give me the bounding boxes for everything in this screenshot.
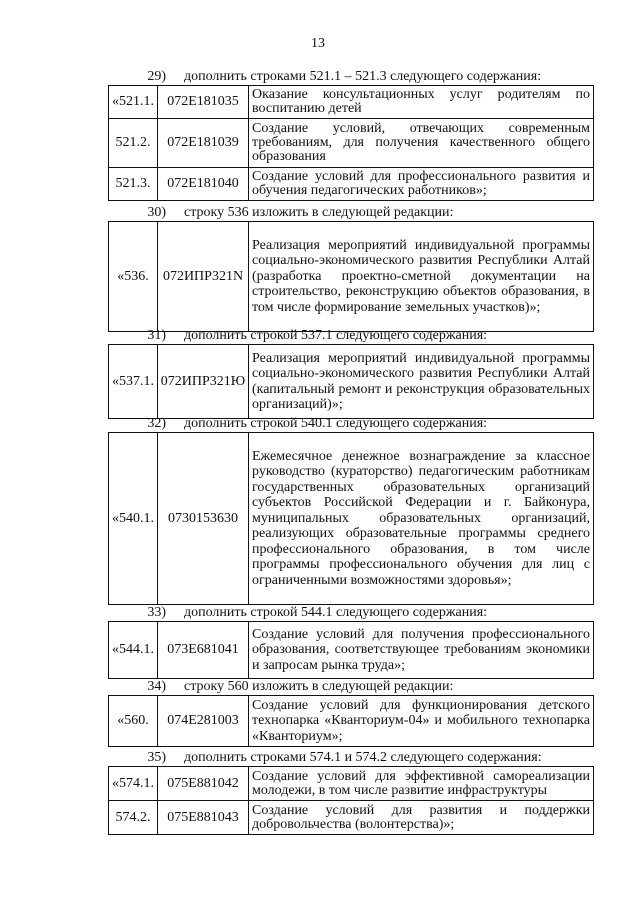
table-row <box>109 222 594 332</box>
instruction-number: 29) <box>147 69 166 84</box>
row-description: Создание условий для эффективной самореализации молодежи, в том числе развитие инфраструктуры <box>249 767 594 801</box>
row-code: 073E681041 <box>158 622 249 679</box>
row-description: Оказание консультационных услуг родителям по воспитанию детей <box>249 86 594 119</box>
instruction-text: строку 536 изложить в следующей редакции: <box>184 205 454 220</box>
instruction-number: 33) <box>147 605 166 620</box>
table-540-1 <box>108 432 594 605</box>
instruction-34 <box>140 679 453 694</box>
row-number: «544.1. <box>109 622 158 679</box>
table-544-1 <box>108 621 594 679</box>
instruction-text: дополнить строками 574.1 и 574.2 следующего содержания: <box>184 750 542 765</box>
instruction-33 <box>140 605 487 620</box>
row-description: Создание условий для получения профессионального образования, соответствующее требованиям экономики и запросам рынка труда»; <box>249 622 594 679</box>
row-code: 072E181039 <box>158 119 249 168</box>
table-row <box>109 622 594 679</box>
table-574 <box>108 766 594 835</box>
row-description: Создание условий, отвечающих современным требованиям, для получения качественного общего образования <box>249 119 594 168</box>
instruction-text: дополнить строками 521.1 – 521.3 следующего содержания: <box>184 69 542 84</box>
page-number: 13 <box>311 36 325 51</box>
table-row <box>109 168 594 201</box>
row-code: 074E281003 <box>158 696 249 747</box>
row-number: 574.2. <box>109 801 158 835</box>
instruction-text: дополнить строкой 537.1 следующего содержания: <box>184 328 488 343</box>
instruction-text: дополнить строкой 540.1 следующего содержания: <box>184 416 488 431</box>
row-code: 075E881043 <box>158 801 249 835</box>
row-description: Создание условий для развития и поддержки добровольчества (волонтерства)»; <box>249 801 594 835</box>
instruction-32 <box>140 416 487 431</box>
row-number: 521.2. <box>109 119 158 168</box>
table-row <box>109 345 594 419</box>
instruction-29 <box>140 69 541 84</box>
row-code: 072ИПР321Ю <box>158 345 249 419</box>
row-description: Создание условий для профессионального развития и обучения педагогических работников»; <box>249 168 594 201</box>
row-description: Реализация мероприятий индивидуальной программы социально-экономического развития Республики Алтай (разработка проектно-сметной документации на строительство, реконструкцию объектов образования, в том числе формирование земельных участков)»; <box>249 222 594 332</box>
row-number: «537.1. <box>109 345 158 419</box>
table-560 <box>108 695 594 747</box>
row-description: Реализация мероприятий индивидуальной программы социально-экономического развития Республики Алтай (капитальный ремонт и реконструкция образовательных организаций)»; <box>249 345 594 419</box>
instruction-31 <box>140 328 487 343</box>
instruction-number: 32) <box>147 416 166 431</box>
table-row <box>109 119 594 168</box>
row-code: 072ИПР321N <box>158 222 249 332</box>
row-number: «574.1. <box>109 767 158 801</box>
row-description: Создание условий для функционирования детского технопарка «Кванториум-04» и мобильного технопарка «Кванториум»; <box>249 696 594 747</box>
instruction-number: 31) <box>147 328 166 343</box>
instruction-number: 34) <box>147 679 166 694</box>
table-row <box>109 801 594 835</box>
row-number: 521.3. <box>109 168 158 201</box>
instruction-30 <box>140 205 453 220</box>
instruction-number: 30) <box>147 205 166 220</box>
instruction-text: дополнить строкой 544.1 следующего содержания: <box>184 605 488 620</box>
row-description: Ежемесячное денежное вознаграждение за классное руководство (кураторство) педагогическим работникам государственных образовательных организаций субъектов Российской Федерации и г. Байконура, муниципальных образовательных организаций, реализующих образовательные программы среднего профессионального образования, в том числе программы профессионального обучения для лиц с ограниченными возможностями здоровья»; <box>249 433 594 605</box>
instruction-35 <box>140 750 542 765</box>
row-code: 0730153630 <box>158 433 249 605</box>
row-number: «560. <box>109 696 158 747</box>
row-number: «540.1. <box>109 433 158 605</box>
table-521 <box>108 85 594 201</box>
instruction-number: 35) <box>147 750 166 765</box>
row-code: 075E881042 <box>158 767 249 801</box>
table-row <box>109 433 594 605</box>
row-code: 072E181035 <box>158 86 249 119</box>
row-code: 072E181040 <box>158 168 249 201</box>
table-row <box>109 696 594 747</box>
table-row <box>109 767 594 801</box>
row-number: «536. <box>109 222 158 332</box>
instruction-text: строку 560 изложить в следующей редакции: <box>184 679 454 694</box>
row-number: «521.1. <box>109 86 158 119</box>
table-536 <box>108 221 594 332</box>
table-537-1 <box>108 344 594 419</box>
table-row <box>109 86 594 119</box>
